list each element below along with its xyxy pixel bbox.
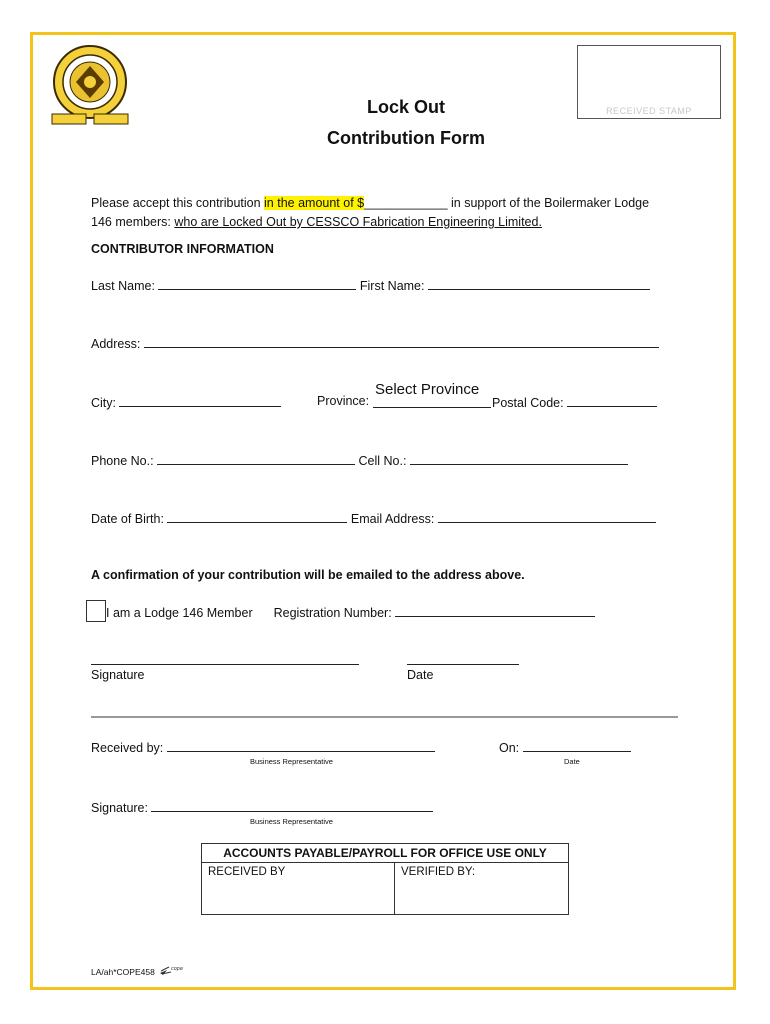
address-label: Address: xyxy=(91,337,141,351)
on-field[interactable] xyxy=(523,739,631,752)
title-line2: Contribution Form xyxy=(327,128,485,148)
address-field[interactable] xyxy=(144,335,659,348)
intro-line2-underlined: who are Locked Out by CESSCO Fabrication Engineering Limited. xyxy=(174,215,542,229)
city-field[interactable] xyxy=(119,394,281,407)
postal-row xyxy=(492,394,657,410)
dob-row xyxy=(91,510,656,526)
received-by-row xyxy=(91,739,435,755)
dob-field[interactable] xyxy=(167,510,347,523)
intro-line2 xyxy=(91,215,542,229)
business-rep-caption: Business Representative xyxy=(250,757,333,766)
office-verified-by: VERIFIED BY: xyxy=(401,866,476,878)
postal-code-field[interactable] xyxy=(567,394,657,407)
lodge-logo xyxy=(50,44,130,132)
on-row xyxy=(499,739,631,755)
received-stamp-label: RECEIVED STAMP xyxy=(606,106,692,116)
city-label: City: xyxy=(91,396,116,410)
city-row xyxy=(91,394,281,410)
intro-line1 xyxy=(91,196,649,210)
signature2-row xyxy=(91,799,433,815)
last-name-row xyxy=(91,277,650,293)
office-use-table xyxy=(201,843,569,915)
signature-field[interactable] xyxy=(91,652,359,665)
intro-part2: in support of the Boilermaker Lodge xyxy=(447,196,650,210)
intro-highlight: in the amount of $ xyxy=(264,196,365,210)
received-stamp-box xyxy=(577,45,721,119)
member-checkbox-label: I am a Lodge 146 Member xyxy=(106,606,253,620)
first-name-label: First Name: xyxy=(359,279,425,293)
postal-code-label: Postal Code: xyxy=(492,396,564,410)
last-name-label: Last Name: xyxy=(91,279,155,293)
registration-label: Registration Number: xyxy=(273,606,392,620)
title-line1: Lock Out xyxy=(366,97,445,117)
intro-line2-prefix: 146 members: xyxy=(91,215,175,229)
first-name-field[interactable] xyxy=(428,277,650,290)
office-received-by: RECEIVED BY xyxy=(208,866,286,878)
received-by-field[interactable] xyxy=(167,739,435,752)
email-field[interactable] xyxy=(438,510,656,523)
province-select[interactable]: Select Province xyxy=(375,381,480,398)
province-label: Province: xyxy=(317,394,370,408)
on-label: On: xyxy=(499,741,520,755)
cell-field[interactable] xyxy=(410,452,628,465)
intro-part1: Please accept this contribution xyxy=(91,196,265,210)
cell-label: Cell No.: xyxy=(358,454,407,468)
signature2-label: Signature: xyxy=(91,801,148,815)
phone-label: Phone No.: xyxy=(91,454,154,468)
member-row xyxy=(106,604,595,620)
footer-code: LA/ah*COPE458 xyxy=(91,967,155,977)
signature-caption: Signature xyxy=(91,668,145,682)
office-table-header: ACCOUNTS PAYABLE/PAYROLL FOR OFFICE USE ONLY xyxy=(202,844,568,863)
date-field[interactable] xyxy=(407,652,519,665)
section-divider xyxy=(91,716,678,718)
section-heading: CONTRIBUTOR INFORMATION xyxy=(91,242,274,256)
signature2-field[interactable] xyxy=(151,799,433,812)
confirmation-text: A confirmation of your contribution will be emailed to the address above. xyxy=(91,568,525,582)
email-label: Email Address: xyxy=(350,512,435,526)
business-rep2-caption: Business Representative xyxy=(250,817,333,826)
amount-blank[interactable]: ____________ xyxy=(364,196,448,210)
cope-mark-text: cope xyxy=(171,966,184,972)
phone-row xyxy=(91,452,628,468)
cope-union-logo xyxy=(159,963,189,977)
on-date-caption: Date xyxy=(564,757,580,766)
member-checkbox[interactable] xyxy=(86,600,106,622)
phone-field[interactable] xyxy=(157,452,355,465)
registration-field[interactable] xyxy=(395,604,595,617)
date-caption: Date xyxy=(407,668,434,682)
last-name-field[interactable] xyxy=(158,277,356,290)
dob-label: Date of Birth: xyxy=(91,512,164,526)
received-by-label: Received by: xyxy=(91,741,164,755)
address-row xyxy=(91,335,659,351)
